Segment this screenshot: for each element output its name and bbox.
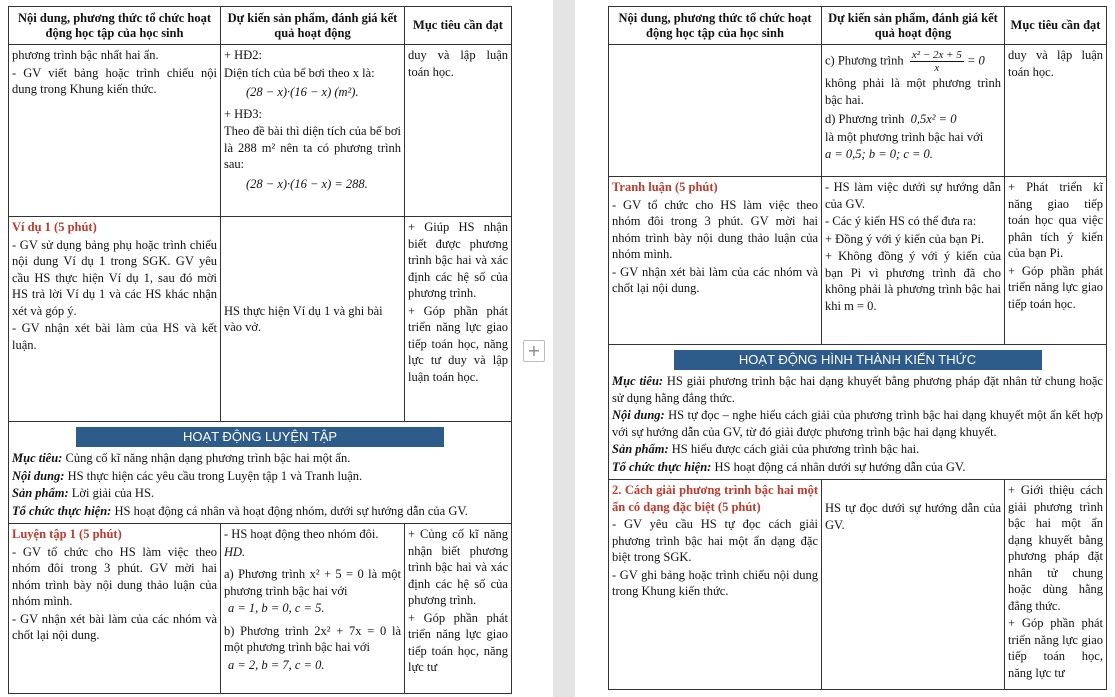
table-row <box>609 480 1107 690</box>
activity-title: Tranh luận (5 phút) <box>612 180 718 194</box>
cell-text: + HĐ3: <box>224 106 262 121</box>
info-line: Sản phẩm: Lời giải của HS. <box>12 486 155 500</box>
table-cell <box>822 177 1005 345</box>
cell-text: + Không đồng ý với ý kiến của bạn Pi vì phương trình đã cho không phải là phương trình bậc hai khi m = 0. <box>825 249 1001 313</box>
cell-text: - GV yêu cầu HS tự đọc cách giải phương trình bậc hai một ẩn dạng đặc biệt trong SGK. <box>612 517 818 564</box>
coefficients: a = 2, b = 7, c = 0. <box>228 657 325 672</box>
equation-line: d) Phương trình 0,5x² = 0 <box>825 112 957 126</box>
cell-text: b) Phương trình 2x² + 7x = 0 là một phương trình bậc hai với <box>224 623 401 654</box>
coefficients: a = 1, b = 0, c = 5. <box>228 601 325 615</box>
table-cell <box>1005 177 1107 345</box>
header-col-product: Dự kiến sản phẩm, đánh giá kết quả hoạt động <box>221 7 405 45</box>
table-cell: duy và lập luận toán học. <box>405 45 512 217</box>
table-cell <box>221 45 405 217</box>
page-gap <box>553 0 575 697</box>
cell-text: a) Phương trình x² + 5 = 0 là một phương trình bậc hai với <box>224 567 401 598</box>
cell-text: + Phát triển kĩ năng giao tiếp toán học qua việc phân tích ý kiến của bạn Pi. <box>1008 180 1103 260</box>
header-col-activity: Nội dung, phương thức tổ chức hoạt động học tập của học sinh <box>9 7 221 45</box>
cell-text: + Giới thiệu cách giải phương trình bậc hai một ẩn dạng khuyết bằng phương pháp đặt nhân tử chung hoặc dùng hằng đẳng thức. <box>1008 483 1103 613</box>
table-cell <box>609 177 822 345</box>
table-row <box>9 217 512 422</box>
activity-title: 2. Cách giải phương trình bậc hai một ẩn có dạng đặc biệt (5 phút) <box>612 483 818 514</box>
area-formula: (28 − x)·(16 − x) (m²). <box>246 85 359 99</box>
cell-text: Diện tích của bể bơi theo x là: <box>224 65 375 80</box>
coefficients: a = 0,5; b = 0; c = 0. <box>825 147 933 161</box>
header-col-activity: Nội dung, phương thức tổ chức hoạt động học tập của học sinh <box>609 7 822 45</box>
cell-text: + Góp phần phát triển năng lực giao tiếp toán học. <box>1008 263 1103 311</box>
section-banner: HOẠT ĐỘNG HÌNH THÀNH KIẾN THỨC <box>674 350 1042 370</box>
table-cell <box>609 480 822 690</box>
section-info-cell <box>609 345 1107 480</box>
add-button[interactable]: + <box>523 340 545 362</box>
table-cell <box>9 45 221 217</box>
info-line: Sản phẩm: HS hiểu được cách giải của phương trình bậc hai. <box>612 442 920 456</box>
info-line: Nội dung: HS tự đọc – nghe hiểu cách giải của phương trình bậc hai dạng khuyết một ẩn kết hợp với sự hướng dẫn của GV, từ đó giải được phương trình bậc hai dạng khuyết. <box>612 408 1103 439</box>
cell-text: phương trình bậc nhất hai ẩn. <box>12 48 159 62</box>
table-cell <box>405 217 512 422</box>
cell-text: Theo đề bài thì diện tích của bể bơi là 288 m² nên ta có phương trình sau: <box>224 124 401 171</box>
cell-text: - GV tổ chức cho HS làm việc theo nhóm đôi trong 3 phút. GV mời hai nhóm trình bày nội dung thảo luận của nhóm mình. <box>12 544 217 608</box>
cell-text: - GV viết bảng hoặc trình chiếu nội dung trong Khung kiến thức. <box>12 65 217 96</box>
cell-text: - HS hoạt động theo nhóm đôi. <box>224 527 379 541</box>
info-line: Mục tiêu: Củng cố kĩ năng nhận dạng phương trình bậc hai một ẩn. <box>12 451 351 465</box>
table-cell <box>405 524 512 694</box>
section-banner: HOẠT ĐỘNG LUYỆN TẬP <box>76 427 444 447</box>
info-line: Nội dung: HS thực hiện các yêu cầu trong Luyện tập 1 và Tranh luận. <box>12 468 363 483</box>
cell-text: + HĐ2: <box>224 48 262 62</box>
cell-text: là một phương trình bậc hai với <box>825 129 984 144</box>
info-line: Mục tiêu: HS giải phương trình bậc hai dạng khuyết bằng phương pháp đặt nhân tử chung hoặc sử dụng hằng đẳng thức. <box>612 374 1103 405</box>
table-cell <box>1005 480 1107 690</box>
table-header-row <box>609 7 1107 45</box>
cell-text: HD. <box>224 544 246 559</box>
cell-text: - GV nhận xét bài làm của các nhóm và chốt lại nội dung. <box>612 264 818 295</box>
activity-title: Ví dụ 1 (5 phút) <box>12 220 97 234</box>
cell-text: + Đồng ý với ý kiến của bạn Pi. <box>825 231 985 246</box>
table-cell <box>609 45 822 177</box>
cell-text: - GV nhận xét bài làm của các nhóm và chốt lại nội dung. <box>12 611 217 642</box>
lesson-table-left <box>8 6 512 694</box>
lesson-table-right <box>608 6 1107 690</box>
table-cell: duy và lập luận toán học. <box>1005 45 1107 177</box>
table-row <box>9 45 512 217</box>
table-cell <box>822 45 1005 177</box>
table-cell: HS tự đọc dưới sự hướng dẫn của GV. <box>822 480 1005 690</box>
table-row <box>609 177 1107 345</box>
table-header-row <box>9 7 512 45</box>
info-line: Tổ chức thực hiện: HS hoạt động cá nhân dưới sự hướng dẫn của GV. <box>612 459 966 474</box>
cell-text: + Góp phần phát triển năng lực giao tiếp toán học, năng lực tư <box>408 610 508 674</box>
document-page-right <box>575 0 1115 697</box>
header-col-goal: Mục tiêu cần đạt <box>1005 7 1107 45</box>
equation-line: c) Phương trình $\frac{\text{x² − 2x + 5}}{x}$ = 0 <box>825 49 985 74</box>
header-col-goal: Mục tiêu cần đạt <box>405 7 512 45</box>
cell-text: - GV nhận xét bài làm của HS và kết luận. <box>12 321 217 352</box>
table-row <box>9 524 512 694</box>
section-info-cell <box>9 422 512 524</box>
table-cell <box>221 524 405 694</box>
table-row <box>609 345 1107 480</box>
cell-text: - GV ghi bảng hoặc trình chiếu nội dung trong Khung kiến thức. <box>612 567 818 598</box>
cell-text: - GV tổ chức cho HS làm việc theo nhóm đôi trong 3 phút. GV mời hai nhóm trình bày nội dung thảo luận của nhóm mình. <box>612 197 818 261</box>
equation: (28 − x)·(16 − x) = 288. <box>246 176 368 191</box>
cell-text: - HS làm việc dưới sự hướng dẫn của GV. <box>825 180 1001 211</box>
cell-text: - Các ý kiến HS có thể đưa ra: <box>825 214 977 228</box>
cell-text: + Góp phần phát triển năng lực giao tiếp toán học, năng lực tư duy và lập luận toán học. <box>408 303 508 384</box>
table-cell <box>9 524 221 694</box>
table-cell: HS thực hiện Ví dụ 1 và ghi bài vào vở. <box>221 217 405 422</box>
cell-text: + Củng cố kĩ năng nhận biết phương trình bậc hai và xác định các hệ số của phương trình. <box>408 527 508 607</box>
cell-text: + Giúp HS nhận biết được phương trình bậc hai và xác định các hệ số của phương trình. <box>408 220 508 300</box>
header-col-product: Dự kiến sản phẩm, đánh giá kết quả hoạt động <box>822 7 1005 45</box>
cell-text: không phải là một phương trình bậc hai. <box>825 76 1001 107</box>
fraction: $\frac{\text{x² − 2x + 5}}{x}$ <box>911 49 962 74</box>
activity-title: Luyện tập 1 (5 phút) <box>12 527 122 541</box>
table-row <box>9 422 512 524</box>
info-line: Tổ chức thực hiện: HS hoạt động cá nhân và hoạt động nhóm, dưới sự hướng dẫn của GV. <box>12 503 468 518</box>
table-row <box>609 45 1107 177</box>
table-cell <box>9 217 221 422</box>
cell-text: + Góp phần phát triển năng lực giao tiếp toán học, năng lực tư <box>1008 616 1103 680</box>
document-page-left <box>0 0 553 697</box>
cell-text: - GV sử dụng bảng phụ hoặc trình chiếu nội dung Ví dụ 1 trong SGK. GV yêu cầu HS thực hiện Ví dụ 1, sau đó mời HS trả lời Ví dụ 1 và các HS khác nhận xét và góp ý. <box>12 237 217 318</box>
